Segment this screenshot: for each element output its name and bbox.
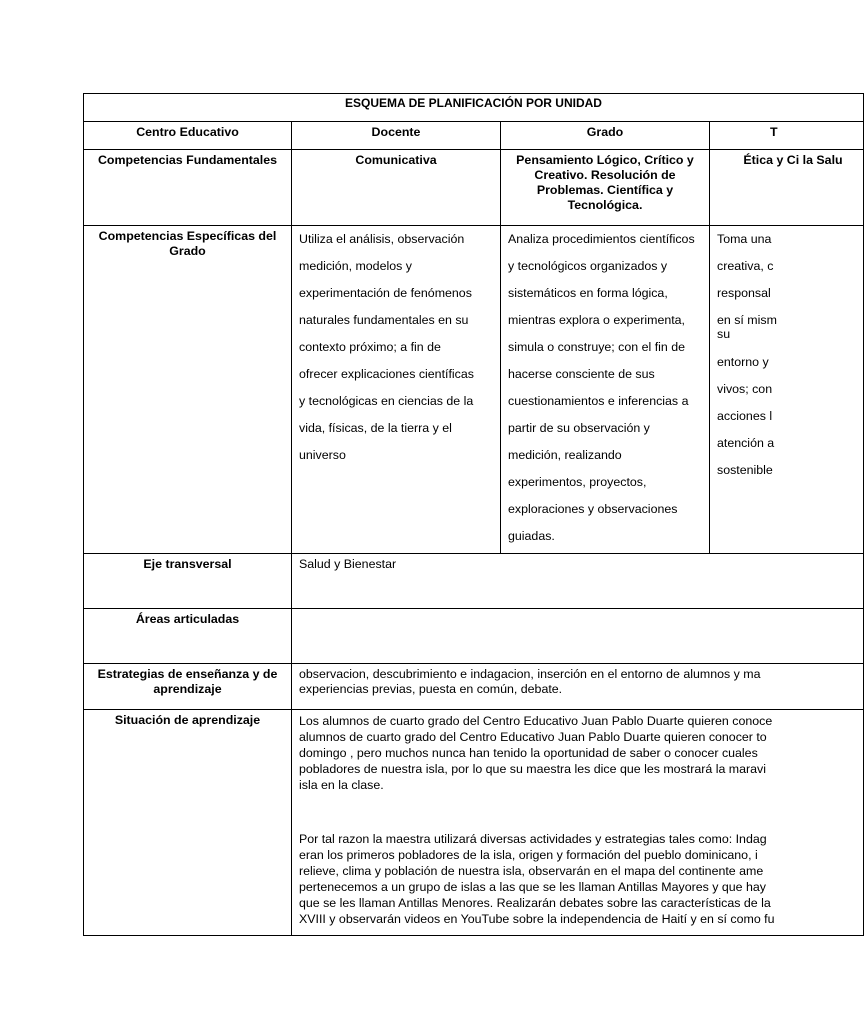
- situacion-p2-line: XVIII y observarán videos en YouTube sobre la independencia de Haití y en sí como fu: [299, 912, 775, 926]
- ce-col2-line: cuestionamientos e inferencias a: [508, 394, 689, 408]
- competencias-especificas-row: [84, 226, 864, 554]
- header-centro-educativo: Centro Educativo: [84, 122, 292, 150]
- ce-col3-line: responsal: [717, 286, 771, 300]
- areas-articuladas-row: [84, 609, 864, 664]
- competencia-pensamiento-logico: Pensamiento Lógico, Crítico y Creativo. Resolución de Problemas. Científica y Tecnológica.: [501, 150, 710, 226]
- competencia-especifica-col3: [710, 226, 864, 554]
- estrategias-value: [292, 664, 864, 710]
- ce-col2-line: partir de su observación y: [508, 421, 650, 435]
- planning-table: [83, 93, 864, 936]
- competencias-fundamentales-row: [84, 150, 864, 226]
- situacion-p2-line: eran los primeros pobladores de la isla, origen y formación del pueblo dominicano, i: [299, 848, 758, 862]
- ce-col1-line: universo: [299, 448, 346, 462]
- ce-col2-line: simula o construye; con el fin de: [508, 340, 686, 354]
- table-title-text: ESQUEMA DE PLANIFICACIÓN POR UNIDAD: [345, 96, 602, 110]
- ce-col3-line: en sí mism: [717, 313, 777, 327]
- competencia-especifica-col2: [501, 226, 710, 554]
- areas-articuladas-value: [292, 609, 864, 664]
- ce-col3-line: acciones l: [717, 409, 773, 423]
- situacion-p1-line: Los alumnos de cuarto grado del Centro Educativo Juan Pablo Duarte quieren conoce: [299, 714, 773, 728]
- ce-col2-line: y tecnológicos organizados y: [508, 259, 668, 273]
- situacion-row: [84, 710, 864, 936]
- title-row: [84, 94, 864, 122]
- situacion-p2-line: que se les llaman Antillas Menores. Realizarán debates sobre las características de la: [299, 896, 771, 910]
- estrategias-row: [84, 664, 864, 710]
- header-row: [84, 122, 864, 150]
- ce-col1-line: ofrecer explicaciones científicas: [299, 367, 474, 381]
- competencias-fundamentales-label: Competencias Fundamentales: [84, 150, 292, 226]
- header-docente: Docente: [292, 122, 501, 150]
- competencias-especificas-label: Competencias Específicas del Grado: [84, 226, 292, 554]
- competencia-etica-text: Ética y Ci la Salu: [743, 153, 843, 167]
- ce-col1-line: contexto próximo; a fin de: [299, 340, 441, 354]
- ce-col3-line: su: [717, 327, 731, 341]
- eje-transversal-label: Eje transversal: [84, 554, 292, 609]
- ce-col1-line: naturales fundamentales en su: [299, 313, 469, 327]
- situacion-p2-line: Por tal razon la maestra utilizará diversas actividades y estrategias tales como: Indag: [299, 832, 767, 846]
- ce-col3-line: entorno y: [717, 355, 769, 369]
- competencia-etica: [710, 150, 864, 226]
- situacion-p2-line: relieve, clima y población de nuestra isla, observarán en el mapa del continente ame: [299, 864, 764, 878]
- ce-col2-line: guiadas.: [508, 529, 555, 543]
- estrategias-label: Estrategias de enseñanza y de aprendizaje: [84, 664, 292, 710]
- ce-col1-line: Utiliza el análisis, observación: [299, 232, 465, 246]
- ce-col2-line: sistemáticos en forma lógica,: [508, 286, 668, 300]
- competencia-especifica-col1: [292, 226, 501, 554]
- ce-col1-line: medición, modelos y: [299, 259, 412, 273]
- paragraph-spacer: [299, 793, 856, 831]
- situacion-label: Situación de aprendizaje: [84, 710, 292, 936]
- header-t: T: [710, 122, 864, 150]
- ce-col2-line: hacerse consciente de sus: [508, 367, 655, 381]
- eje-transversal-value: Salud y Bienestar: [292, 554, 864, 609]
- situacion-p2-line: pertenecemos a un grupo de islas a las que se les llaman Antillas Mayores y que hay: [299, 880, 766, 894]
- areas-articuladas-label: Áreas articuladas: [84, 609, 292, 664]
- estrategias-line: observacion, descubrimiento e indagacion, inserción en el entorno de alumnos y ma: [299, 667, 761, 681]
- ce-col3-line: sostenible: [717, 463, 773, 477]
- situacion-p1-line: domingo , pero muchos nunca han tenido la oportunidad de saber o conocer cuales: [299, 746, 758, 760]
- ce-col2-line: medición, realizando: [508, 448, 622, 462]
- estrategias-line: experiencias previas, puesta en común, debate.: [299, 682, 563, 696]
- ce-col1-line: vida, físicas, de la tierra y el: [299, 421, 452, 435]
- ce-col3-line: atención a: [717, 436, 775, 450]
- ce-col2-line: experimentos, proyectos,: [508, 475, 647, 489]
- ce-col1-line: experimentación de fenómenos: [299, 286, 472, 300]
- ce-col3-line: Toma una: [717, 232, 772, 246]
- eje-transversal-row: [84, 554, 864, 609]
- ce-col3-line: vivos; con: [717, 382, 773, 396]
- ce-col1-line: y tecnológicas en ciencias de la: [299, 394, 474, 408]
- situacion-p1-line: alumnos de cuarto grado del Centro Educativo Juan Pablo Duarte quieren conocer to: [299, 730, 767, 744]
- competencia-comunicativa: Comunicativa: [292, 150, 501, 226]
- situacion-value: [292, 710, 864, 936]
- ce-col2-line: exploraciones y observaciones: [508, 502, 678, 516]
- ce-col2-line: mientras explora o experimenta,: [508, 313, 685, 327]
- situacion-p1-line: pobladores de nuestra isla, por lo que su maestra les dice que les mostrará la maravi: [299, 762, 766, 776]
- situacion-p1-line: isla en la clase.: [299, 778, 384, 792]
- ce-col3-line: creativa, c: [717, 259, 774, 273]
- header-grado: Grado: [501, 122, 710, 150]
- ce-col2-line: Analiza procedimientos científicos: [508, 232, 695, 246]
- table-title: [84, 94, 864, 122]
